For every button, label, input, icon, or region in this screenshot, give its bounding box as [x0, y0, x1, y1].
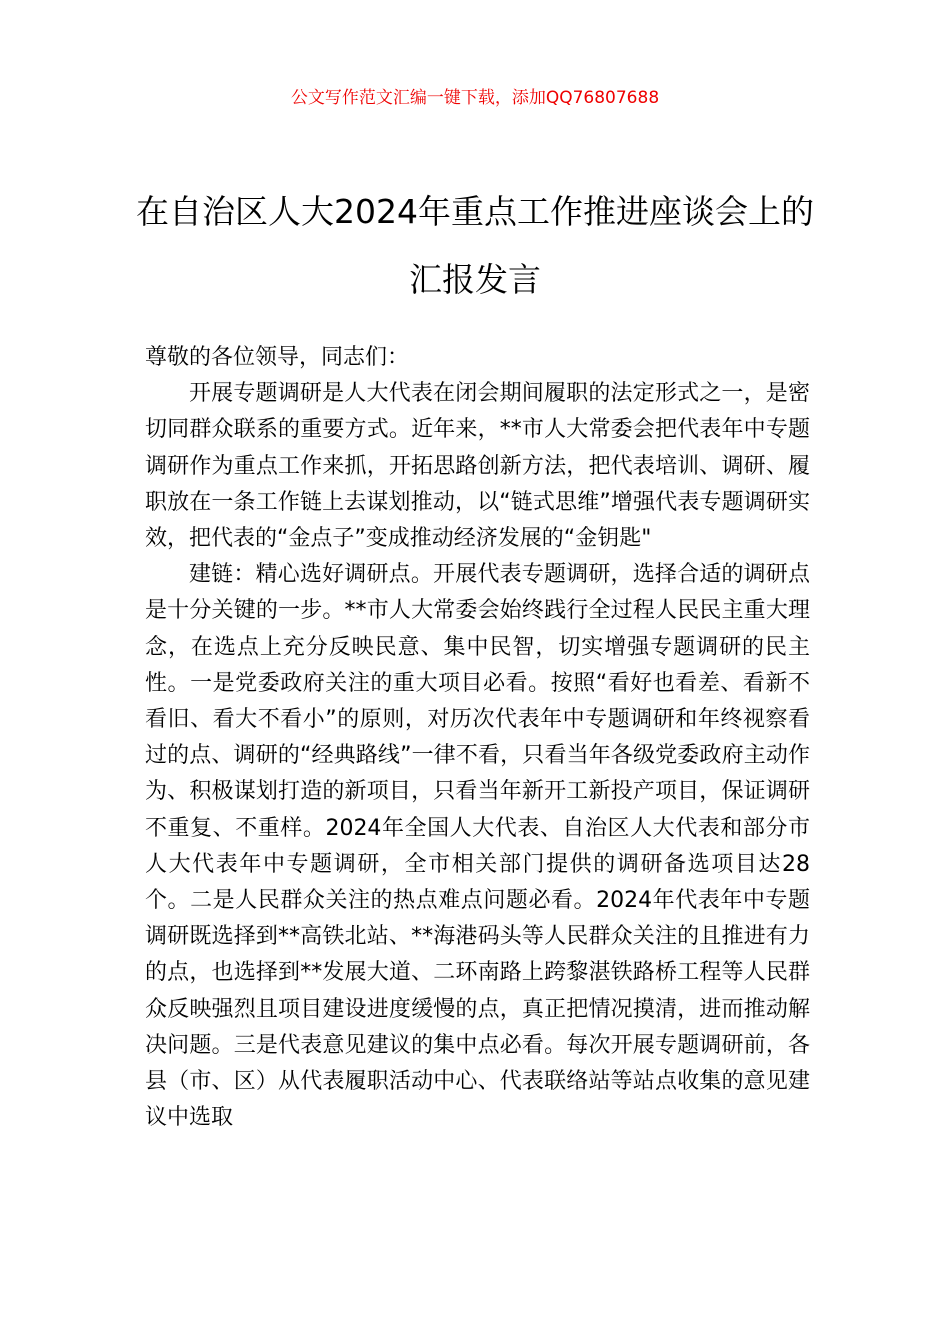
body-paragraph: 建链：精心选好调研点。开展代表专题调研，选择合适的调研点是十分关键的一步。**市人大常委会始终践行全过程人民民主重大理念，在选点上充分反映民意、集中民智，切实增强专题调研的民主性。一是党委政府关注的重大项目必看。按照“看好也看差、看新不看旧、看大不看小”的原则，对历次代表年中专题调研和年终视察看过的点、调研的“经典路线”一律不看，只看当年各级党委政府主动作为、积极谋划打造的新项目，只看当年新开工新投产项目，保证调研不重复、不重样。2024年全国人大代表、自治区人大代表和部分市人大代表年中专题调研，全市相关部门提供的调研备选项目达28个。二是人民群众关注的热点难点问题必看。2024年代表年中专题调研既选择到**高铁北站、**海港码头等人民群众关注的且推进有力的点，也选择到**发展大道、二环南路上跨黎湛铁路桥工程等人民群众反映强烈且项目建设进度缓慢的点，真正把情况摸清，进而推动解决问题。三是代表意见建议的集中点必看。每次开展专题调研前，各县（市、区）从代表履职活动中心、代表联络站等站点收集的意见建议中选取 [145, 562, 810, 1131]
download-notice: 公文写作范文汇编一键下载，添加QQ76807688 [290, 88, 660, 108]
document-body [145, 340, 810, 1136]
body-paragraph: 开展专题调研是人大代表在闭会期间履职的法定形式之一，是密切同群众联系的重要方式。近年来，**市人大常委会把代表年中专题调研作为重点工作来抓，开拓思路创新方法，把代表培训、调研、履职放在一条工作链上去谋划推动，以“链式思维”增强代表专题调研实效，把代表的“金点子”变成推动经济发展的“金钥匙" [145, 381, 810, 552]
salutation: 尊敬的各位领导，同志们： [145, 345, 410, 370]
document-title: 在自治区人大2024年重点工作推进座谈会上的汇报发言 [136, 192, 814, 299]
